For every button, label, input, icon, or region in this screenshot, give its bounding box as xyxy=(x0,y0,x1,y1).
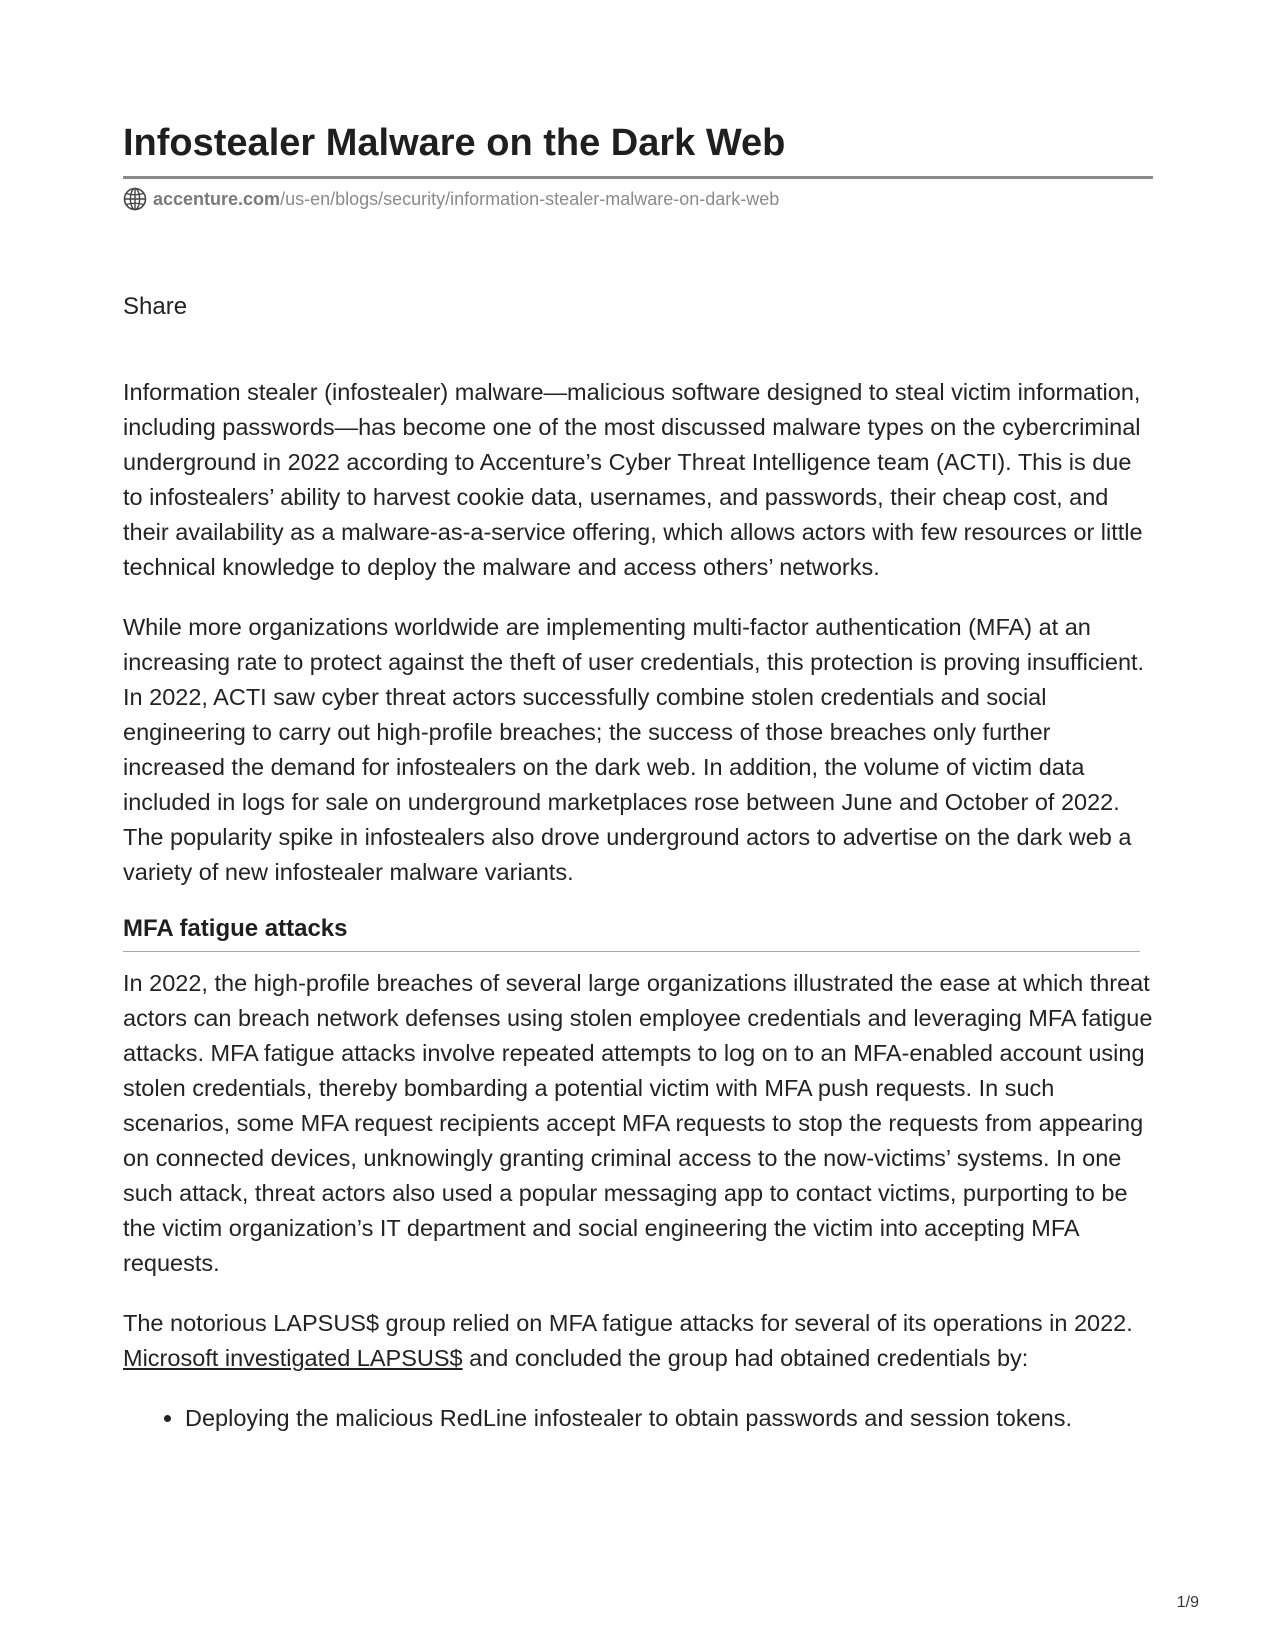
page-number: 1/9 xyxy=(1176,1594,1199,1611)
share-link[interactable]: Share xyxy=(123,293,188,320)
article-title: Infostealer Malware on the Dark Web xyxy=(123,120,1153,179)
paragraph-intro: Information stealer (infostealer) malware—malicious software designed to steal victim information, including passwords—has become one of the most discussed malware types on the cybercriminal underground in 2022 according to Accenture’s Cyber Threat Intelligence team (ACTI). This is due to infostealers’ ability to harvest cookie data, usernames, and passwords, their cheap cost, and their availability as a malware-as-a-service offering, which allows actors with few resources or little technical knowledge to deploy the malware and access others’ networks. xyxy=(123,379,1143,580)
paragraph-lapsus xyxy=(123,1306,1153,1376)
microsoft-investigation-link[interactable]: Microsoft investigated LAPSUS$ xyxy=(123,1345,463,1371)
credential-methods-list xyxy=(123,1401,1153,1436)
source-url[interactable] xyxy=(123,187,1153,211)
article xyxy=(123,120,1153,1436)
list-item: • Deploying the malicious RedLine infostealer to obtain passwords and session tokens. xyxy=(185,1401,1153,1436)
lapsus-text-after: and concluded the group had obtained credentials by: xyxy=(462,1345,1029,1371)
paragraph-mfa-fatigue: In 2022, the high-profile breaches of several large organizations illustrated the ease at which threat actors can breach network defenses using stolen employee credentials and leveraging MFA fatigue attacks. MFA fatigue attacks involve repeated attempts to log on to an MFA-enabled account using stolen credentials, thereby bombarding a potential victim with MFA push requests. In such scenarios, some MFA request recipients accept MFA requests to stop the requests from appearing on connected devices, unknowingly granting criminal access to the now-victims’ systems. In one such attack, threat actors also used a popular messaging app to contact victims, purporting to be the victim organization’s IT department and social engineering the victim into accepting MFA requests. xyxy=(123,970,1153,1276)
paragraph-mfa-insufficient: While more organizations worldwide are implementing multi-factor authentication (MFA) at an increasing rate to protect against the theft of user credentials, this protection is proving insufficient. In 2022, ACTI saw cyber threat actors successfully combine stolen credentials and social engineering to carry out high-profile breaches; the success of those breaches only further increased the demand for infostealers on the dark web. In addition, the volume of victim data included in logs for sale on underground marketplaces rose between June and October of 2022. The popularity spike in infostealers also drove underground actors to advertise on the dark web a variety of new infostealer malware variants. xyxy=(123,614,1145,885)
source-path: /us-en/blogs/security/information-stealer-malware-on-dark-web xyxy=(280,188,780,209)
section-heading-mfa-fatigue: MFA fatigue attacks xyxy=(123,915,1140,952)
globe-icon xyxy=(123,187,147,211)
lapsus-text-before: The notorious LAPSUS$ group relied on MFA fatigue attacks for several of its operations in 2022. xyxy=(123,1310,1133,1336)
source-domain: accenture.com xyxy=(153,188,281,209)
